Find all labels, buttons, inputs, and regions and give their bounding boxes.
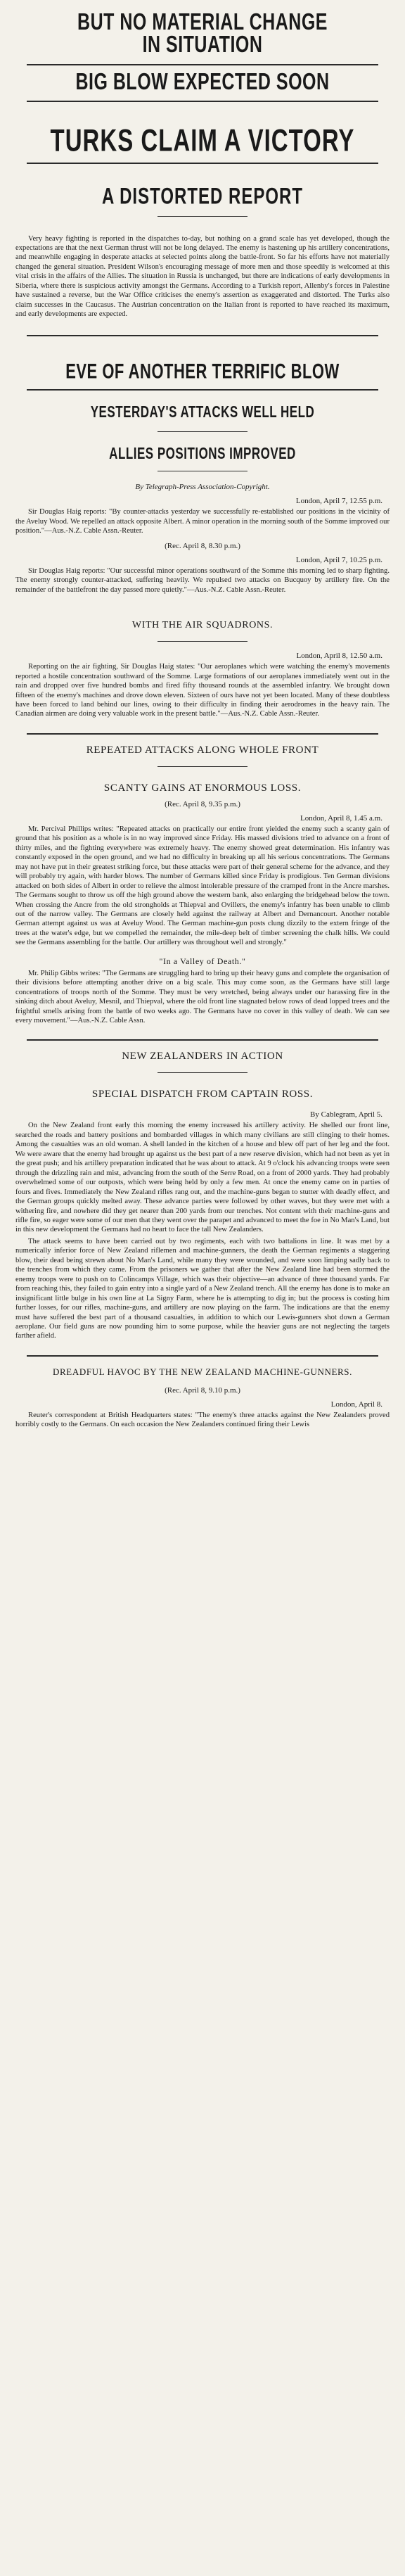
divider — [158, 431, 248, 432]
section-subheading-scanty-gains: SCANTY GAINS AT ENORMOUS LOSS. — [103, 782, 302, 794]
section-subheading-captain-ross: SPECIAL DISPATCH FROM CAPTAIN ROSS. — [91, 1089, 314, 1100]
intro-paragraph: Very heavy fighting is reported in the dispatches to-day, but nothing on a grand scale has yet developed, though the expectations are that the next German thrust will not be long delayed. The enemy is hastening up his artillery concentrations, and meanwhile engaging in desperate attacks at selected points along the battle-front. So far his efforts have not materially changed the general situation. President Wilson's encouraging message of more men and those speedily is welcomed at this vital crisis in the affairs of the Allies. The situation in Russia is unchanged, but there are indications of early developments in Siberia, where there is suspicious activity amongst the Germans. According to a Turkish report, Allenby's forces in Palestine have sustained a reverse, but the War Office criticises the enemy's assertion as exaggerated and distorted. The Turks also claim successes in the Caucasus. The Austrian concentration on the Italian front is reported to have reached its maximum, and early developments are expected. — [15, 234, 390, 319]
article-paragraph: The attack seems to have been carried out by two regiments, each with two battalions in line. It was met by a numerically inferior force of New Zealand riflemen and machine-gunners, the death the German regiments a staggering blow, their dead being strewn about No Man's Land, while many they were wounded, and were soon limping sadly back to the trenches from which they came. From the prisoners we gather that after the New Zealand line had been stormed the enemy troops were to push on to Colincamps Village, which was their objective—an advance of three thousand yards. Far from reaching this, they failed to gain entry into a single yard of a New Zealand trench. All the enemy has done is to make an insignificant little bulge in his own line at La Signy Farm, where he is attempting to dig in; but the process is costing him further losses, for our rifles, machine-guns, and artillery are now playing on the farm. The indications are that the enemy must have suffered the best part of a thousand casualties, in addition to which our Lewis-gunners shot down a German aeroplane. Our field guns are now pounding him to some purpose, while the heavier guns are not neglecting the targets farther afield. — [15, 1237, 390, 1340]
section-subheading-valley: "In a Valley of Death." — [159, 956, 246, 966]
divider — [158, 766, 248, 767]
article-paragraph: Reuter's correspondent at British Headquarters states: "The enemy's three attacks against the New Zealanders proved horribly costly to the Germans. On each occasion the New Zealanders continued firing their Lewis — [15, 1411, 390, 1429]
article-paragraph: Sir Douglas Haig reports: "Our successful minor operations southward of the Somme this morning led to sharp fighting. The enemy strongly counter-attacked, suffering heavily. We repulsed two attacks on Bucquoy by artillery fire. On the remainder of the battlefront the day passed more quietly."—Aus.-N.Z. Cable Assn.-Reuter. — [15, 566, 390, 594]
section-heading-new-zealanders: NEW ZEALANDERS IN ACTION — [122, 1051, 283, 1062]
divider — [27, 335, 378, 336]
headline-main-line-2: IN SITUATION — [142, 31, 263, 58]
dateline: London, April 8. — [330, 1400, 382, 1409]
article-paragraph: Sir Douglas Haig reports: "By counter-attacks yesterday we successfully re-established our positions in the vicinity of the Aveluy Wood. We repelled an attack opposite Albert. A minor operation in the morning south of the Somme improved our position."—Aus.-N.Z. Cable Assn.-Reuter. — [15, 508, 390, 535]
headline-turks-claim: TURKS CLAIM A VICTORY — [50, 122, 355, 158]
headline-distorted-report: A DISTORTED REPORT — [101, 184, 304, 210]
article-paragraph: Reporting on the air fighting, Sir Douglas Haig states: "Our aeroplanes which were watching the enemy's movements reported a hostile concentration southward of the Somme. Large formations of our aeroplanes immediately went out in the rain and dropped over five hundred bombs and fired fifty thousand rounds at the assembled infantry. We brought down fifteen of the enemy's machines and drove down eleven. Sixteen of ours have not yet been located. Many of these doubtless have been forced to land behind our lines, owing to their difficulty in finding their aerodromes in the heavy rain. The Canadian airmen are doing very valuable work in the present battle."—Aus.-N.Z. Cable Assn.-Reuter. — [15, 663, 390, 718]
article-paragraph: On the New Zealand front early this morning the enemy increased his artillery activity. He shelled our front line, searched the roads and battery positions and bombarded villages in which many civilians are still clinging to their homes. Among the casualties was an old woman. A shell landed in the kitchen of a house and blew off part of her leg and the foot. We were aware that the enemy had brought up against us the best part of a new reserve division, which had not been as yet in the great push; and his artillery preparation indicated that he was about to attack. At 9 o'clock his advancing troops were seen through the drizzling rain and mist, advancing from the south of the Serre Road, on a front of 2000 yards. They had probably overwhelmed some of our outposts, which were being held by only a few men. At once the enemy came on in parties of fours and fives. Immediately the New Zealand rifles rang out, and the machine-guns began to stutter with deadly effect, and the German groups quickly melted away. These advance parties were followed by other waves, but they were met with a withering fire, and nowhere did they get nearer than 200 yards from our trenches. Not content with their machine-guns and rifle fire, so eager were some of our men that they went over the parapet and advanced to meet the foe in No Man's Land, but in this new development the Germans had no heart to face the tall New Zealanders. — [15, 1122, 390, 1234]
headline-big-blow: BIG BLOW EXPECTED SOON — [75, 68, 330, 95]
divider — [27, 389, 378, 391]
divider — [27, 733, 378, 735]
section-heading-dreadful-havoc: DREADFUL HAVOC BY THE NEW ZEALAND MACHINE-GUNNERS. — [53, 1366, 352, 1377]
received-line: (Rec. April 8, 8.30 p.m.) — [165, 541, 240, 550]
received-line: (Rec. April 8, 9.35 p.m.) — [165, 799, 240, 808]
article-paragraph: Mr. Percival Phillips writes: "Repeated attacks on practically our entire front yielded the enemy such a scanty gain of ground that his position as a whole is in no way improved since Friday. His massed divisions tried to advance on a front of thirty miles, and the fighting everywhere was extremely heavy. The enemy showed great determination. His infantry was constantly exposed in the open ground, and we had no difficulty in breaking up all his serious concentrations. The Germans may not have put in their greatest striking force, but these attacks were part of their general scheme for the advance, and they will probably try again, with harder blows. The number of Germans killed since Friday is prodigious. Ten German divisions attacked on both sides of Albert in order to relieve the almost intolerable pressure of the cramped front in the Ancre marshes. The Germans sought to throw us off the high ground above the western bank, also enlarging the bridgehead below the town. When crossing the Ancre from the old strongholds at Thiepval and Ovillers, the enemy's infantry has been unable to climb out of the narrow valley. The Germans are closely held against the railway at Albert and Dernancourt. Another notable German attempt against us was at Aveluy Wood. The German machine-gun posts clung dizzily to the extern fringe of the trees at the water's edge, but we compelled the remainder, the mile-deep belt of timber screening the chalk hills. We could see the Germans assembling for the battle. Our artillery was throughout well and strongly." — [15, 825, 390, 947]
dateline: London, April 7, 10.25 p.m. — [295, 555, 382, 564]
dateline: London, April 8, 1.45 a.m. — [300, 813, 382, 823]
divider — [27, 1355, 378, 1357]
divider — [27, 1039, 378, 1041]
divider — [27, 64, 378, 65]
headline-eve-of-blow: EVE OF ANOTHER TERRIFIC BLOW — [65, 359, 340, 383]
headline-allies-positions: ALLIES POSITIONS IMPROVED — [109, 444, 296, 462]
divider — [27, 101, 378, 102]
received-line: (Rec. April 8, 9.10 p.m.) — [165, 1385, 240, 1395]
dateline: London, April 8, 12.50 a.m. — [296, 652, 382, 661]
headline-main: BUT NO MATERIAL CHANGE — [77, 8, 328, 35]
article-paragraph: Mr. Philip Gibbs writes: "The Germans are struggling hard to bring up their heavy guns and complete the organisation of their divisions before attempting another drive on a big scale. This may come soon, as the Germans have still large concentrations of troops north of the Somme. They must be very wretched, being always under our harassing fire in the sinking ditch about Aveluy, Mesnil, and Thiepval, where the old front line stagnated below rows of dead lopped trees and the frightful smells arising from the battle of two weeks ago. The Germans have no cover in this valley of death. We can see every movement."—Aus.-N.Z. Cable Assn. — [15, 969, 390, 1025]
section-heading-air: WITH THE AIR SQUADRONS. — [131, 620, 274, 631]
divider — [158, 641, 248, 642]
dateline: London, April 7, 12.55 p.m. — [295, 497, 382, 506]
byline: By Telegraph-Press Association-Copyright. — [135, 483, 270, 492]
dateline: By Cablegram, April 5. — [310, 1110, 382, 1119]
divider — [158, 1072, 248, 1073]
section-heading-repeated-attacks: REPEATED ATTACKS ALONG WHOLE FRONT — [86, 744, 319, 756]
divider — [27, 163, 378, 164]
headline-attacks-held: YESTERDAY'S ATTACKS WELL HELD — [90, 402, 315, 421]
